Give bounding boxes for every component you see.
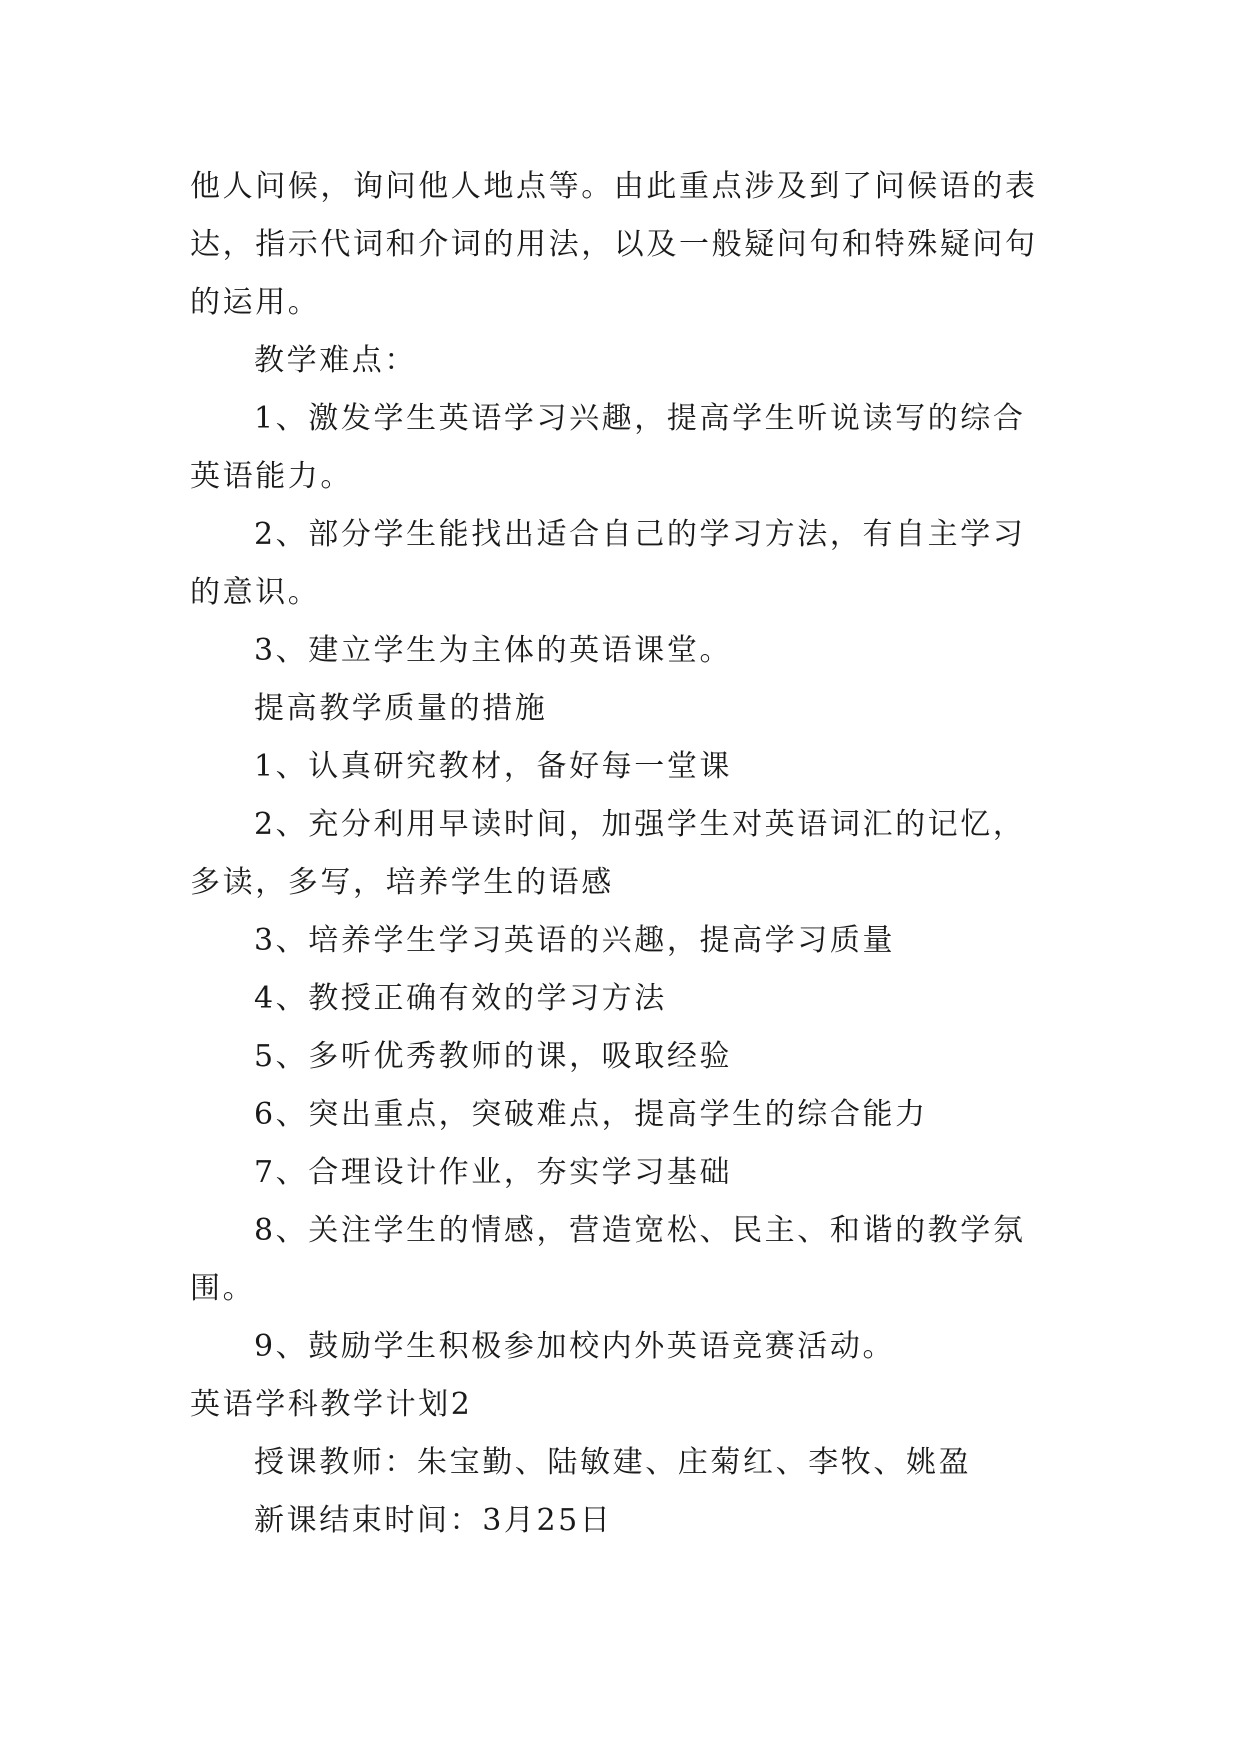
paragraph-line: 达，指示代词和介词的用法，以及一般疑问句和特殊疑问句 (190, 227, 1038, 262)
list-item: 7、合理设计作业，夯实学习基础 (254, 1155, 733, 1190)
paragraph-line: 的运用。 (190, 285, 321, 320)
teachers-line: 授课教师：朱宝勤、陆敏建、庄菊红、李牧、姚盈 (254, 1445, 972, 1480)
list-item-continuation: 的意识。 (190, 575, 321, 610)
list-item: 4、教授正确有效的学习方法 (254, 981, 667, 1016)
document-body (190, 158, 1052, 1550)
list-item: 1、激发学生英语学习兴趣，提高学生听说读写的综合 (254, 401, 1026, 436)
document-section-title: 英语学科教学计划2 (190, 1387, 473, 1422)
list-item: 8、关注学生的情感，营造宽松、民主、和谐的教学氛 (254, 1213, 1026, 1248)
list-item: 1、认真研究教材，备好每一堂课 (254, 749, 733, 784)
end-date-line: 新课结束时间：3月25日 (254, 1503, 613, 1538)
list-item: 5、多听优秀教师的课，吸取经验 (254, 1039, 733, 1074)
list-item: 3、培养学生学习英语的兴趣，提高学习质量 (254, 923, 896, 958)
list-item: 2、部分学生能找出适合自己的学习方法，有自主学习 (254, 517, 1026, 552)
list-item-continuation: 围。 (190, 1271, 256, 1306)
list-item-continuation: 多读，多写，培养学生的语感 (190, 865, 614, 900)
list-item: 9、鼓励学生积极参加校内外英语竞赛活动。 (254, 1329, 896, 1364)
list-item: 6、突出重点，突破难点，提高学生的综合能力 (254, 1097, 928, 1132)
section-heading-quality-measures: 提高教学质量的措施 (254, 691, 548, 726)
section-heading-teaching-difficulties: 教学难点： (254, 343, 417, 378)
list-item: 3、建立学生为主体的英语课堂。 (254, 633, 733, 668)
list-item: 2、充分利用早读时间，加强学生对英语词汇的记忆， (254, 807, 1026, 842)
paragraph-line: 他人问候，询问他人地点等。由此重点涉及到了问候语的表 (190, 169, 1038, 204)
list-item-continuation: 英语能力。 (190, 459, 353, 494)
